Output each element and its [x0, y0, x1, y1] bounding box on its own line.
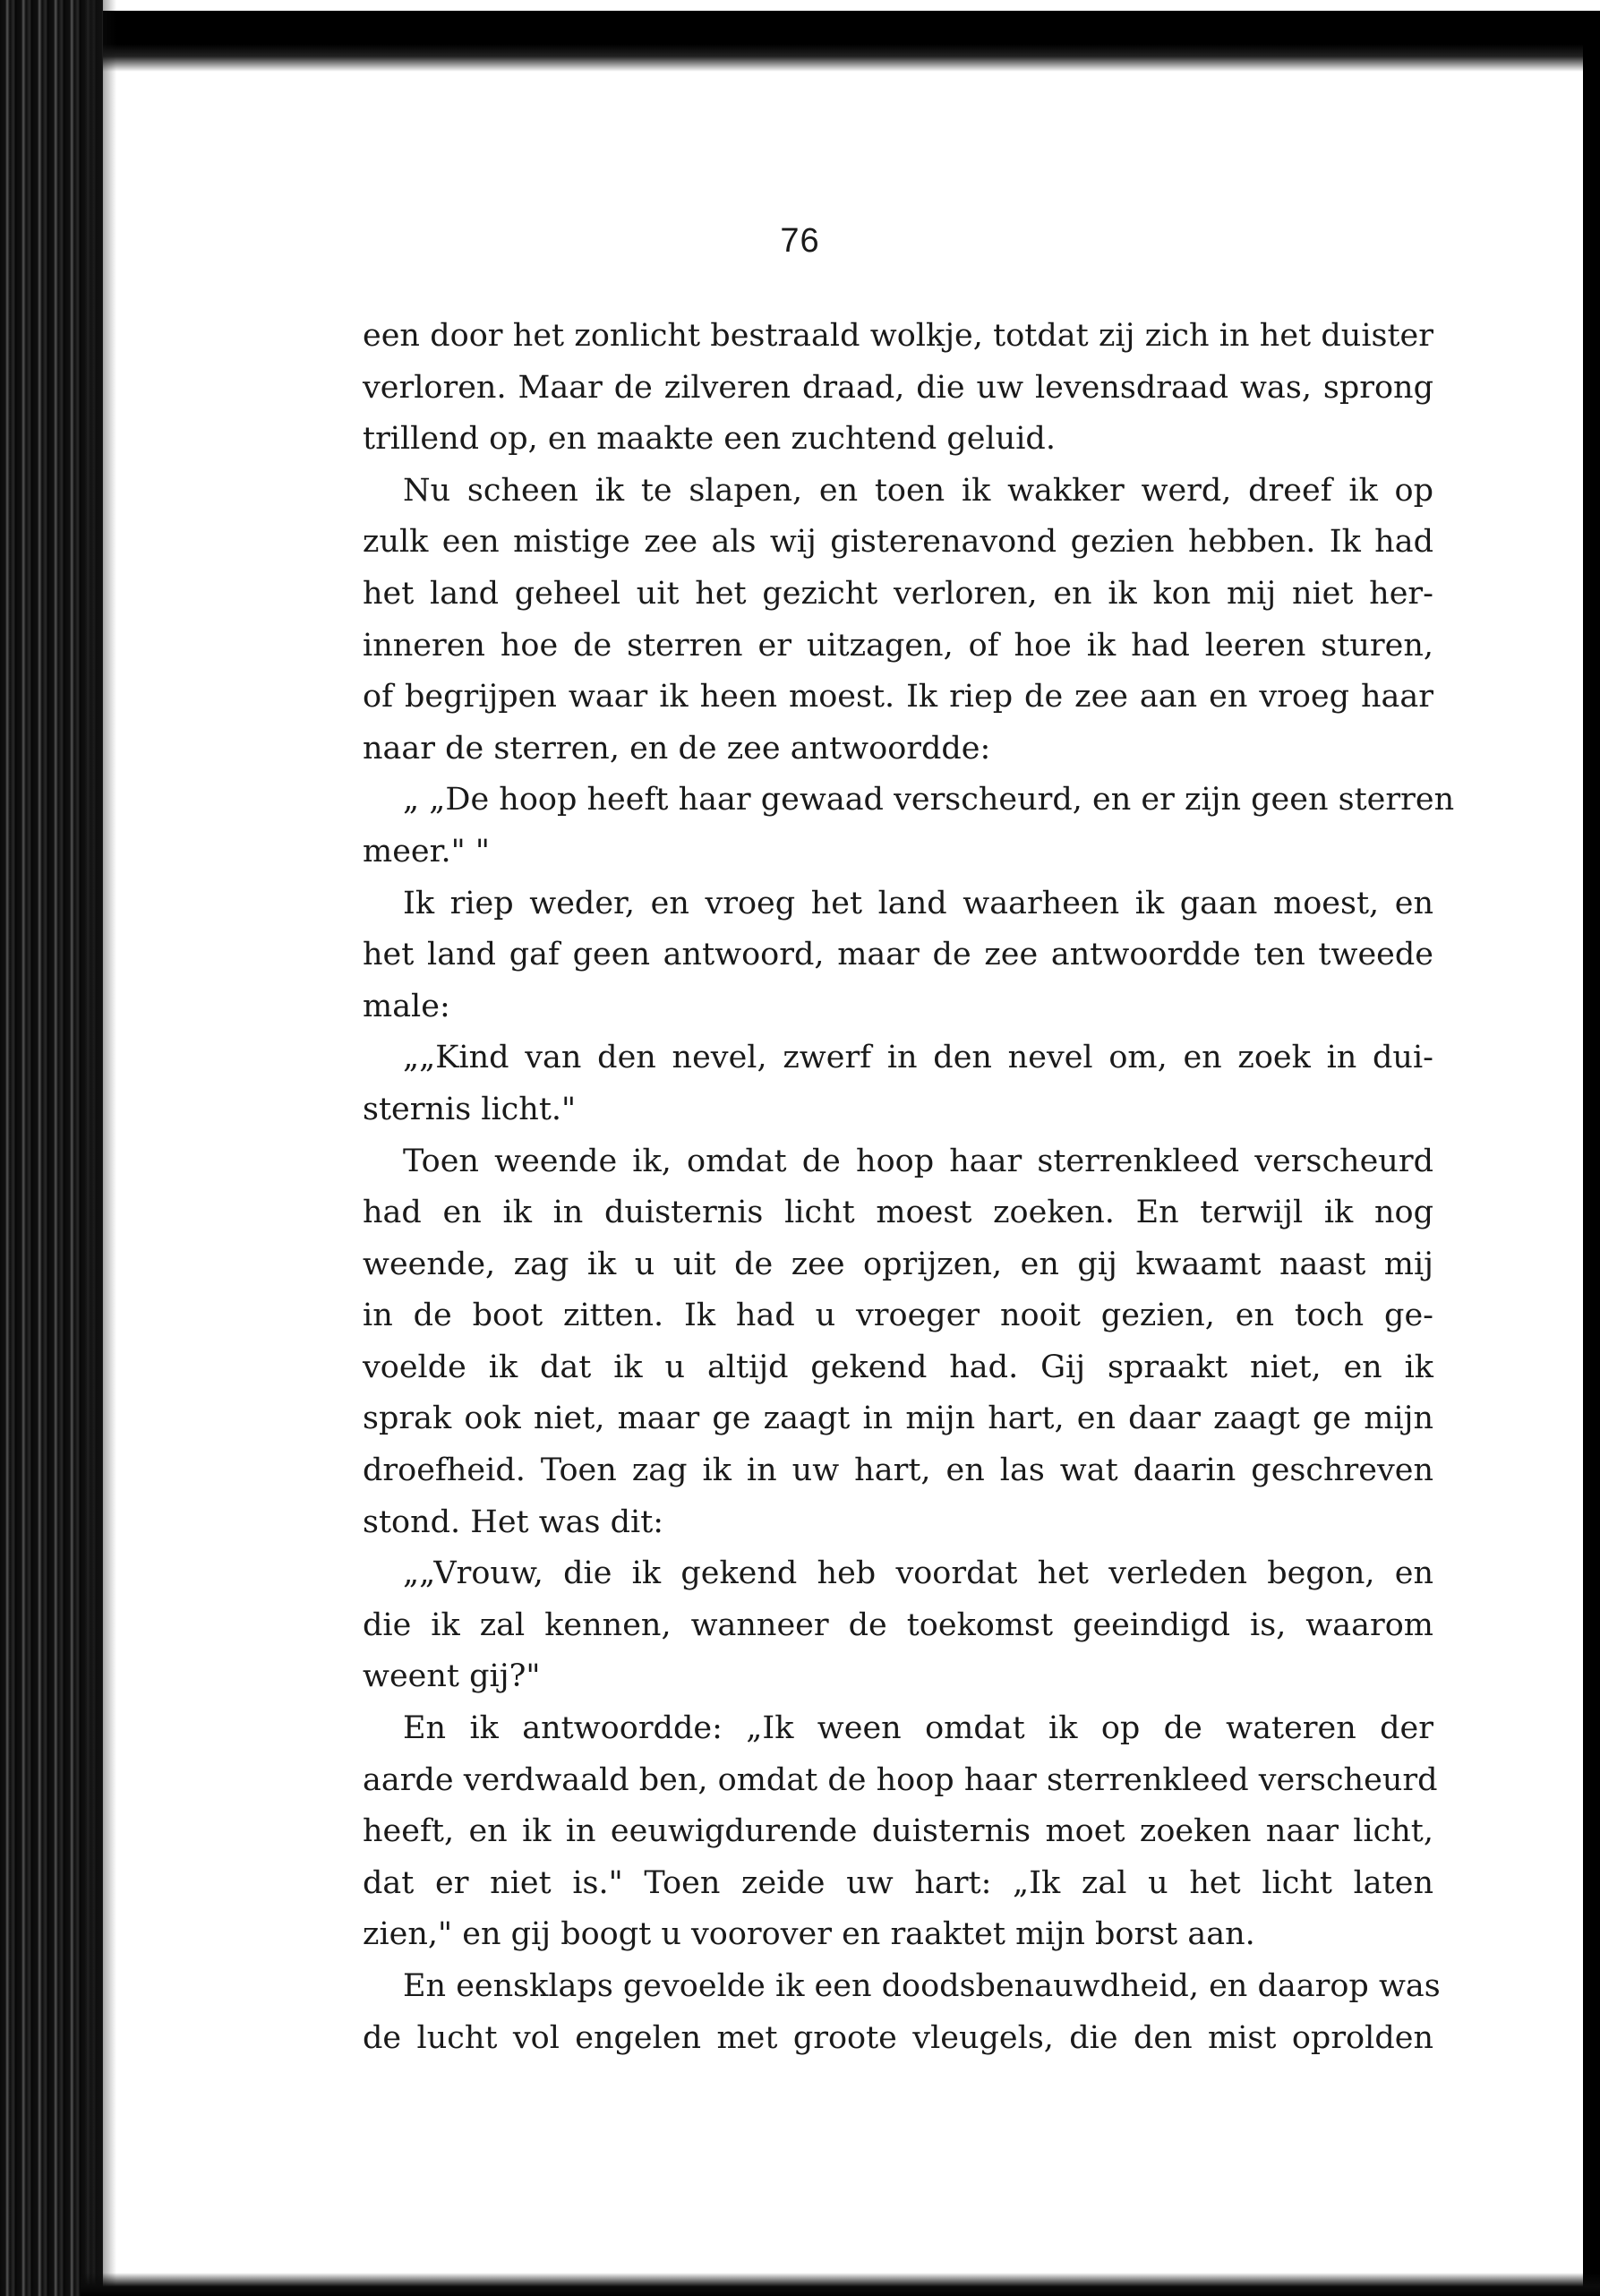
text-line: een door het zonlicht bestraald wolkje, totdat zij zich in het duister	[363, 318, 1433, 354]
body-text	[363, 311, 1455, 2064]
text-line: male:	[363, 988, 450, 1024]
text-line: droefheid. Toen zag ik in uw hart, en las wat daarin geschreven	[363, 1452, 1433, 1489]
text-line: „„Kind van den nevel, zwerf in den nevel om, en zoek in dui-	[403, 1040, 1433, 1076]
text-line: sprak ook niet, maar ge zaagt in mijn hart, en daar zaagt ge mijn	[363, 1401, 1433, 1437]
text-line: sternis licht."	[363, 1091, 577, 1127]
text-line: zulk een mistige zee als wij gisterenavond gezien hebben. Ik had	[363, 524, 1433, 561]
text-line: dat er niet is." Toen zeide uw hart: „Ik zal u het licht laten	[363, 1864, 1433, 1901]
text-line: voelde ik dat ik u altijd gekend had. Gij spraakt niet, en ik	[363, 1349, 1433, 1385]
text-line: of begrijpen waar ik heen moest. Ik riep de zee aan en vroeg haar	[363, 679, 1433, 715]
text-line: verloren. Maar de zilveren draad, die uw levensdraad was, sprong	[363, 369, 1433, 406]
text-line: naar de sterren, en de zee antwoordde:	[363, 730, 991, 767]
text-line: Nu scheen ik te slapen, en toen ik wakker werd, dreef ik op	[403, 472, 1433, 509]
text-line: En eensklaps gevoelde ik een doodsbenauwdheid, en daarop was	[403, 1968, 1441, 2004]
scan-border-top	[81, 11, 1594, 72]
text-line: zien," en gij boogt u voorover en raaktet mijn borst aan.	[363, 1916, 1255, 1953]
text-line: het land geheel uit het gezicht verloren, en ik kon mij niet her-	[363, 575, 1433, 612]
text-line: het land gaf geen antwoord, maar de zee antwoordde ten tweede	[363, 937, 1433, 973]
text-line: En ik antwoordde: „Ik ween omdat ik op de wateren der	[403, 1710, 1433, 1747]
text-line: in de boot zitten. Ik had u vroeger nooit gezien, en toch ge-	[363, 1298, 1433, 1334]
text-line: meer." "	[363, 833, 490, 870]
text-line: Toen weende ik, omdat de hoop haar sterrenkleed verscheurd	[403, 1143, 1433, 1179]
text-line: inneren hoe de sterren er uitzagen, of hoe ik had leeren sturen,	[363, 627, 1433, 664]
text-line: die ik zal kennen, wanneer de toekomst geeindigd is, waarom	[363, 1606, 1433, 1643]
text-line: Ik riep weder, en vroeg het land waarheen ik gaan moest, en	[403, 885, 1433, 921]
text-line: weent gij?"	[363, 1658, 541, 1695]
scan-border-right	[1583, 11, 1600, 2296]
text-line: „ „De hoop heeft haar gewaad verscheurd, en er zijn geen sterren	[403, 782, 1455, 818]
binding-shadow	[85, 0, 116, 2296]
text-line: had en ik in duisternis licht moest zoeken. En terwijl ik nog	[363, 1195, 1433, 1231]
text-line: aarde verdwaald ben, omdat de hoop haar sterrenkleed verscheurd	[363, 1761, 1438, 1798]
scan-border-bottom	[81, 2273, 1600, 2296]
text-line: trillend op, en maakte een zuchtend geluid.	[363, 421, 1056, 458]
text-line: „„Vrouw, die ik gekend heb voordat het verleden begon, en	[403, 1555, 1433, 1592]
text-line: stond. Het was dit:	[363, 1504, 664, 1540]
text-line: de lucht vol engelen met groote vleugels, die den mist oprolden	[363, 2019, 1433, 2056]
text-line: weende, zag ik u uit de zee oprijzen, en gij kwaamt naast mij	[363, 1246, 1433, 1282]
text-line: heeft, en ik in eeuwigdurende duisternis moet zoeken naar licht,	[363, 1813, 1433, 1850]
page-number: 76	[780, 222, 820, 260]
